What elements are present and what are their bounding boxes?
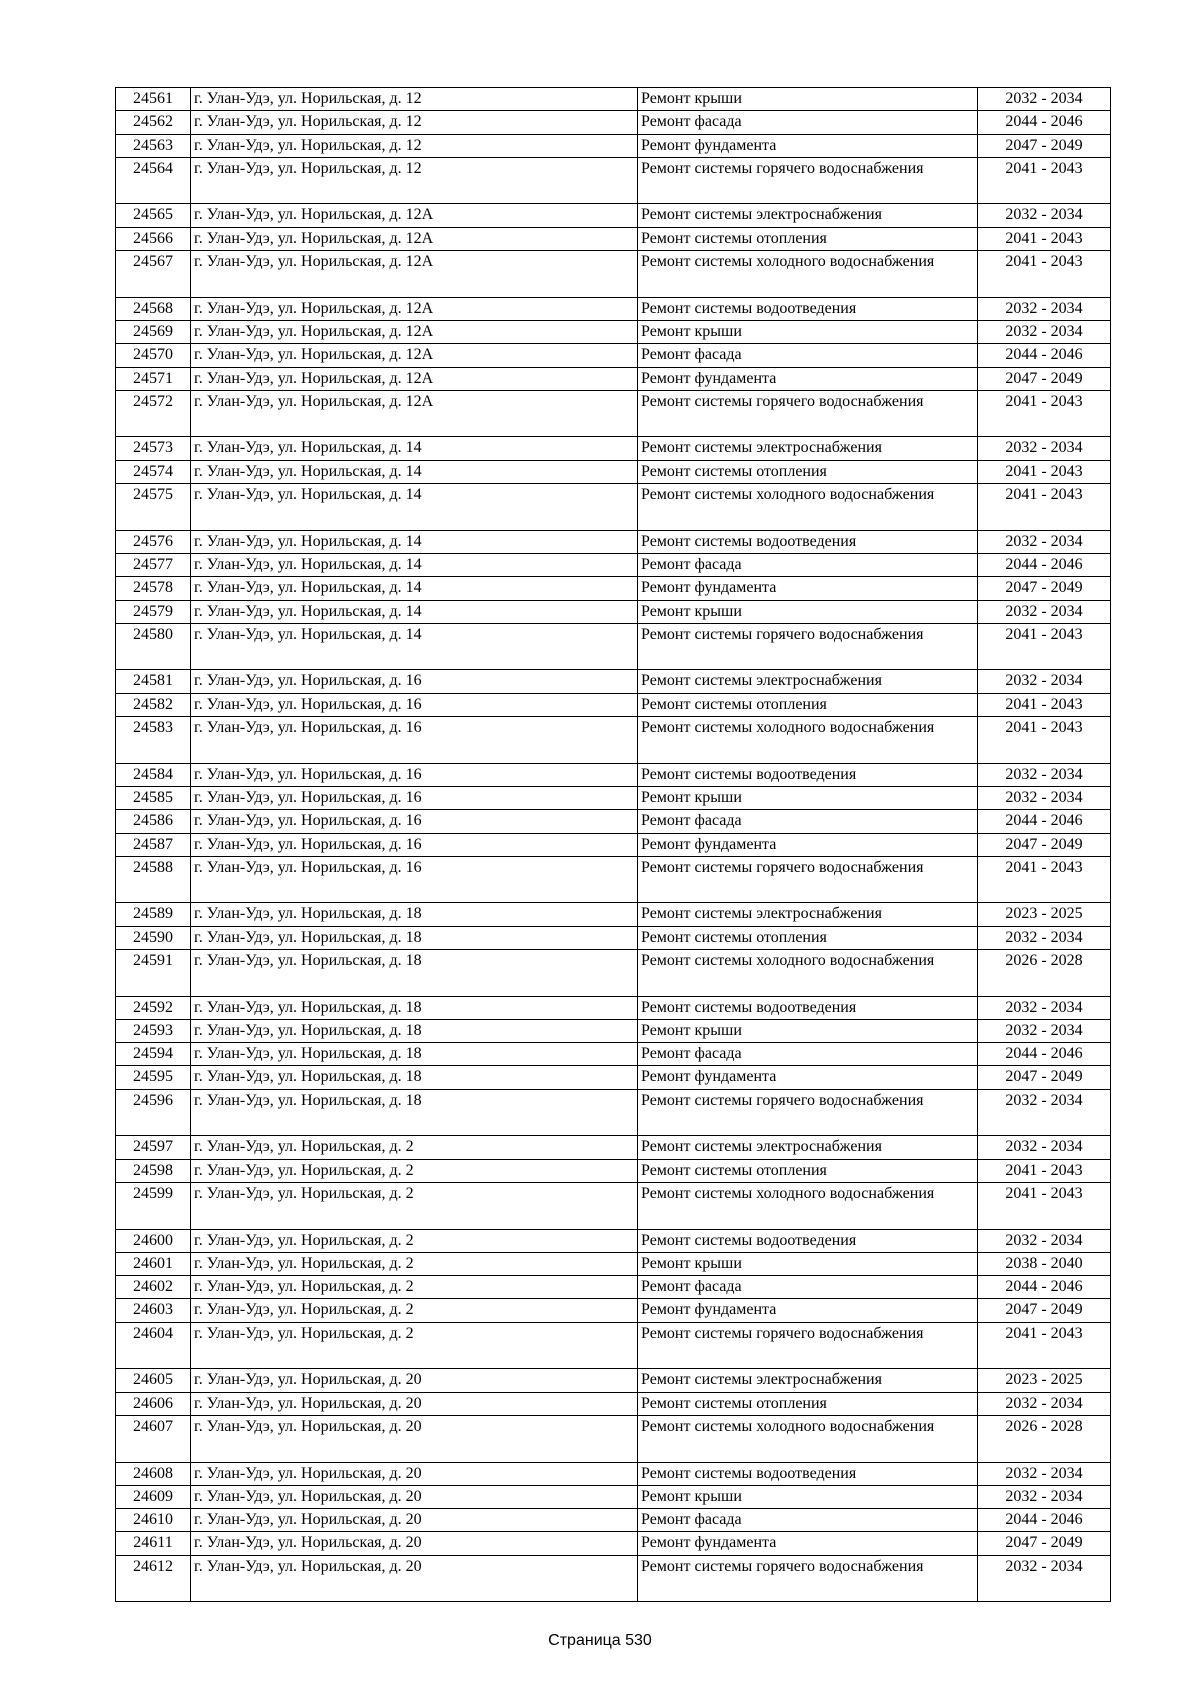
record-number: 24608	[116, 1462, 191, 1485]
period-cell: 2044 - 2046	[978, 553, 1111, 576]
table-row	[116, 856, 1111, 903]
period-cell: 2047 - 2049	[978, 577, 1111, 600]
record-number: 24571	[116, 367, 191, 390]
table-row	[116, 1089, 1111, 1136]
table-row	[116, 484, 1111, 531]
address-cell: г. Улан-Удэ, ул. Норильская, д. 2	[191, 1229, 638, 1252]
period-cell: 2041 - 2043	[978, 717, 1111, 764]
address-cell: г. Улан-Удэ, ул. Норильская, д. 12А	[191, 227, 638, 250]
page-number: Страница 530	[548, 1632, 652, 1649]
work-type-cell: Ремонт крыши	[638, 1252, 978, 1275]
period-cell: 2023 - 2025	[978, 903, 1111, 926]
table-row	[116, 717, 1111, 764]
table-row	[116, 1369, 1111, 1392]
table-row	[116, 1252, 1111, 1275]
table-row	[116, 1159, 1111, 1182]
record-number: 24603	[116, 1299, 191, 1322]
work-type-cell: Ремонт фундамента	[638, 833, 978, 856]
record-number: 24599	[116, 1182, 191, 1229]
address-cell: г. Улан-Удэ, ул. Норильская, д. 18	[191, 996, 638, 1019]
record-number: 24582	[116, 693, 191, 716]
work-type-cell: Ремонт крыши	[638, 1485, 978, 1508]
table-row	[116, 623, 1111, 670]
record-number: 24584	[116, 763, 191, 786]
work-type-cell: Ремонт системы горячего водоснабжения	[638, 390, 978, 437]
record-number: 24609	[116, 1485, 191, 1508]
address-cell: г. Улан-Удэ, ул. Норильская, д. 20	[191, 1369, 638, 1392]
record-number: 24576	[116, 530, 191, 553]
period-cell: 2032 - 2034	[978, 204, 1111, 227]
address-cell: г. Улан-Удэ, ул. Норильская, д. 12А	[191, 367, 638, 390]
table-row	[116, 903, 1111, 926]
period-cell: 2026 - 2028	[978, 949, 1111, 996]
table-body	[116, 88, 1111, 1602]
record-number: 24586	[116, 810, 191, 833]
table-row	[116, 693, 1111, 716]
period-cell: 2047 - 2049	[978, 833, 1111, 856]
record-number: 24594	[116, 1043, 191, 1066]
period-cell: 2032 - 2034	[978, 1136, 1111, 1159]
work-type-cell: Ремонт системы водоотведения	[638, 530, 978, 553]
record-number: 24604	[116, 1322, 191, 1369]
work-type-cell: Ремонт фасада	[638, 810, 978, 833]
address-cell: г. Улан-Удэ, ул. Норильская, д. 12А	[191, 344, 638, 367]
table-row	[116, 344, 1111, 367]
address-cell: г. Улан-Удэ, ул. Норильская, д. 16	[191, 763, 638, 786]
record-number: 24569	[116, 320, 191, 343]
period-cell: 2044 - 2046	[978, 1043, 1111, 1066]
table-row	[116, 320, 1111, 343]
work-type-cell: Ремонт системы горячего водоснабжения	[638, 1555, 978, 1602]
work-type-cell: Ремонт фасада	[638, 1509, 978, 1532]
table-row	[116, 157, 1111, 204]
period-cell: 2047 - 2049	[978, 1532, 1111, 1555]
work-type-cell: Ремонт системы электроснабжения	[638, 1369, 978, 1392]
address-cell: г. Улан-Удэ, ул. Норильская, д. 12	[191, 157, 638, 204]
address-cell: г. Улан-Удэ, ул. Норильская, д. 18	[191, 949, 638, 996]
record-number: 24596	[116, 1089, 191, 1136]
work-type-cell: Ремонт фасада	[638, 344, 978, 367]
table-row	[116, 367, 1111, 390]
table-row	[116, 1229, 1111, 1252]
address-cell: г. Улан-Удэ, ул. Норильская, д. 2	[191, 1182, 638, 1229]
address-cell: г. Улан-Удэ, ул. Норильская, д. 20	[191, 1532, 638, 1555]
period-cell: 2032 - 2034	[978, 996, 1111, 1019]
work-type-cell: Ремонт системы холодного водоснабжения	[638, 251, 978, 298]
period-cell: 2032 - 2034	[978, 530, 1111, 553]
table-row	[116, 390, 1111, 437]
table-row	[116, 949, 1111, 996]
address-cell: г. Улан-Удэ, ул. Норильская, д. 20	[191, 1555, 638, 1602]
table-row	[116, 1136, 1111, 1159]
table-row	[116, 553, 1111, 576]
record-number: 24600	[116, 1229, 191, 1252]
table-row	[116, 577, 1111, 600]
period-cell: 2032 - 2034	[978, 1462, 1111, 1485]
address-cell: г. Улан-Удэ, ул. Норильская, д. 20	[191, 1392, 638, 1415]
address-cell: г. Улан-Удэ, ул. Норильская, д. 14	[191, 484, 638, 531]
address-cell: г. Улан-Удэ, ул. Норильская, д. 18	[191, 1066, 638, 1089]
table-row	[116, 1532, 1111, 1555]
address-cell: г. Улан-Удэ, ул. Норильская, д. 12А	[191, 390, 638, 437]
record-number: 24580	[116, 623, 191, 670]
table-row	[116, 1322, 1111, 1369]
work-type-cell: Ремонт крыши	[638, 88, 978, 111]
period-cell: 2032 - 2034	[978, 437, 1111, 460]
table-row	[116, 1415, 1111, 1462]
period-cell: 2041 - 2043	[978, 623, 1111, 670]
work-type-cell: Ремонт фундамента	[638, 577, 978, 600]
period-cell: 2026 - 2028	[978, 1415, 1111, 1462]
period-cell: 2023 - 2025	[978, 1369, 1111, 1392]
address-cell: г. Улан-Удэ, ул. Норильская, д. 2	[191, 1299, 638, 1322]
table-row	[116, 1066, 1111, 1089]
period-cell: 2032 - 2034	[978, 1485, 1111, 1508]
work-type-cell: Ремонт фасада	[638, 111, 978, 134]
address-cell: г. Улан-Удэ, ул. Норильская, д. 14	[191, 437, 638, 460]
period-cell: 2032 - 2034	[978, 1392, 1111, 1415]
record-number: 24598	[116, 1159, 191, 1182]
table-row	[116, 670, 1111, 693]
table-row	[116, 530, 1111, 553]
table-row	[116, 1392, 1111, 1415]
record-number: 24602	[116, 1276, 191, 1299]
address-cell: г. Улан-Удэ, ул. Норильская, д. 12А	[191, 204, 638, 227]
period-cell: 2032 - 2034	[978, 600, 1111, 623]
period-cell: 2041 - 2043	[978, 251, 1111, 298]
work-type-cell: Ремонт системы электроснабжения	[638, 670, 978, 693]
table-row	[116, 204, 1111, 227]
address-cell: г. Улан-Удэ, ул. Норильская, д. 20	[191, 1509, 638, 1532]
address-cell: г. Улан-Удэ, ул. Норильская, д. 16	[191, 786, 638, 809]
work-type-cell: Ремонт системы водоотведения	[638, 996, 978, 1019]
period-cell: 2041 - 2043	[978, 1322, 1111, 1369]
work-type-cell: Ремонт системы электроснабжения	[638, 204, 978, 227]
table-row	[116, 460, 1111, 483]
period-cell: 2044 - 2046	[978, 1509, 1111, 1532]
work-type-cell: Ремонт системы отопления	[638, 926, 978, 949]
work-type-cell: Ремонт крыши	[638, 600, 978, 623]
work-type-cell: Ремонт системы водоотведения	[638, 297, 978, 320]
record-number: 24610	[116, 1509, 191, 1532]
record-number: 24565	[116, 204, 191, 227]
record-number: 24587	[116, 833, 191, 856]
address-cell: г. Улан-Удэ, ул. Норильская, д. 18	[191, 1043, 638, 1066]
record-number: 24589	[116, 903, 191, 926]
work-type-cell: Ремонт системы электроснабжения	[638, 1136, 978, 1159]
address-cell: г. Улан-Удэ, ул. Норильская, д. 2	[191, 1276, 638, 1299]
record-number: 24570	[116, 344, 191, 367]
period-cell: 2044 - 2046	[978, 1276, 1111, 1299]
record-number: 24595	[116, 1066, 191, 1089]
table-row	[116, 833, 1111, 856]
work-type-cell: Ремонт системы водоотведения	[638, 763, 978, 786]
record-number: 24575	[116, 484, 191, 531]
table-row	[116, 297, 1111, 320]
address-cell: г. Улан-Удэ, ул. Норильская, д. 18	[191, 926, 638, 949]
work-type-cell: Ремонт фундамента	[638, 367, 978, 390]
table-row	[116, 786, 1111, 809]
period-cell: 2041 - 2043	[978, 227, 1111, 250]
work-type-cell: Ремонт системы отопления	[638, 227, 978, 250]
work-type-cell: Ремонт системы холодного водоснабжения	[638, 1182, 978, 1229]
address-cell: г. Улан-Удэ, ул. Норильская, д. 14	[191, 460, 638, 483]
record-number: 24568	[116, 297, 191, 320]
table-row	[116, 1462, 1111, 1485]
table-row	[116, 251, 1111, 298]
record-number: 24607	[116, 1415, 191, 1462]
address-cell: г. Улан-Удэ, ул. Норильская, д. 20	[191, 1485, 638, 1508]
record-number: 24572	[116, 390, 191, 437]
period-cell: 2032 - 2034	[978, 786, 1111, 809]
period-cell: 2032 - 2034	[978, 1555, 1111, 1602]
record-number: 24574	[116, 460, 191, 483]
address-cell: г. Улан-Удэ, ул. Норильская, д. 14	[191, 623, 638, 670]
address-cell: г. Улан-Удэ, ул. Норильская, д. 14	[191, 577, 638, 600]
work-type-cell: Ремонт системы водоотведения	[638, 1462, 978, 1485]
address-cell: г. Улан-Удэ, ул. Норильская, д. 12А	[191, 297, 638, 320]
record-number: 24561	[116, 88, 191, 111]
record-number: 24606	[116, 1392, 191, 1415]
record-number: 24612	[116, 1555, 191, 1602]
record-number: 24593	[116, 1019, 191, 1042]
work-type-cell: Ремонт фундамента	[638, 1066, 978, 1089]
period-cell: 2047 - 2049	[978, 134, 1111, 157]
record-number: 24573	[116, 437, 191, 460]
record-number: 24588	[116, 856, 191, 903]
period-cell: 2032 - 2034	[978, 763, 1111, 786]
work-type-cell: Ремонт крыши	[638, 320, 978, 343]
work-type-cell: Ремонт крыши	[638, 786, 978, 809]
record-number: 24597	[116, 1136, 191, 1159]
address-cell: г. Улан-Удэ, ул. Норильская, д. 14	[191, 553, 638, 576]
record-number: 24581	[116, 670, 191, 693]
address-cell: г. Улан-Удэ, ул. Норильская, д. 12А	[191, 320, 638, 343]
period-cell: 2041 - 2043	[978, 157, 1111, 204]
address-cell: г. Улан-Удэ, ул. Норильская, д. 2	[191, 1136, 638, 1159]
period-cell: 2038 - 2040	[978, 1252, 1111, 1275]
table-row	[116, 600, 1111, 623]
address-cell: г. Улан-Удэ, ул. Норильская, д. 12А	[191, 251, 638, 298]
work-type-cell: Ремонт системы отопления	[638, 1159, 978, 1182]
record-number: 24583	[116, 717, 191, 764]
address-cell: г. Улан-Удэ, ул. Норильская, д. 14	[191, 530, 638, 553]
record-number: 24579	[116, 600, 191, 623]
record-number: 24564	[116, 157, 191, 204]
record-number: 24562	[116, 111, 191, 134]
record-number: 24601	[116, 1252, 191, 1275]
address-cell: г. Улан-Удэ, ул. Норильская, д. 16	[191, 856, 638, 903]
repair-schedule-table	[115, 87, 1111, 1602]
table-row	[116, 810, 1111, 833]
work-type-cell: Ремонт системы горячего водоснабжения	[638, 623, 978, 670]
period-cell: 2044 - 2046	[978, 344, 1111, 367]
address-cell: г. Улан-Удэ, ул. Норильская, д. 12	[191, 88, 638, 111]
address-cell: г. Улан-Удэ, ул. Норильская, д. 18	[191, 1019, 638, 1042]
table-row	[116, 1509, 1111, 1532]
address-cell: г. Улан-Удэ, ул. Норильская, д. 20	[191, 1415, 638, 1462]
table-row	[116, 134, 1111, 157]
record-number: 24605	[116, 1369, 191, 1392]
address-cell: г. Улан-Удэ, ул. Норильская, д. 2	[191, 1159, 638, 1182]
table-row	[116, 111, 1111, 134]
period-cell: 2032 - 2034	[978, 1019, 1111, 1042]
address-cell: г. Улан-Удэ, ул. Норильская, д. 2	[191, 1252, 638, 1275]
work-type-cell: Ремонт системы водоотведения	[638, 1229, 978, 1252]
record-number: 24590	[116, 926, 191, 949]
table-row	[116, 1485, 1111, 1508]
period-cell: 2041 - 2043	[978, 390, 1111, 437]
table-row	[116, 1043, 1111, 1066]
period-cell: 2047 - 2049	[978, 1066, 1111, 1089]
period-cell: 2047 - 2049	[978, 1299, 1111, 1322]
address-cell: г. Улан-Удэ, ул. Норильская, д. 2	[191, 1322, 638, 1369]
table-row	[116, 1555, 1111, 1602]
record-number: 24577	[116, 553, 191, 576]
table-row	[116, 227, 1111, 250]
address-cell: г. Улан-Удэ, ул. Норильская, д. 16	[191, 693, 638, 716]
work-type-cell: Ремонт системы электроснабжения	[638, 903, 978, 926]
work-type-cell: Ремонт системы отопления	[638, 460, 978, 483]
address-cell: г. Улан-Удэ, ул. Норильская, д. 16	[191, 810, 638, 833]
period-cell: 2041 - 2043	[978, 856, 1111, 903]
period-cell: 2032 - 2034	[978, 670, 1111, 693]
work-type-cell: Ремонт фундамента	[638, 1299, 978, 1322]
address-cell: г. Улан-Удэ, ул. Норильская, д. 18	[191, 1089, 638, 1136]
period-cell: 2041 - 2043	[978, 1159, 1111, 1182]
work-type-cell: Ремонт системы горячего водоснабжения	[638, 856, 978, 903]
address-cell: г. Улан-Удэ, ул. Норильская, д. 16	[191, 670, 638, 693]
period-cell: 2032 - 2034	[978, 88, 1111, 111]
address-cell: г. Улан-Удэ, ул. Норильская, д. 12	[191, 134, 638, 157]
table-row	[116, 996, 1111, 1019]
period-cell: 2044 - 2046	[978, 810, 1111, 833]
period-cell: 2032 - 2034	[978, 1229, 1111, 1252]
work-type-cell: Ремонт системы холодного водоснабжения	[638, 484, 978, 531]
table-row	[116, 1019, 1111, 1042]
table-row	[116, 1182, 1111, 1229]
table-row	[116, 88, 1111, 111]
work-type-cell: Ремонт системы отопления	[638, 1392, 978, 1415]
period-cell: 2032 - 2034	[978, 926, 1111, 949]
work-type-cell: Ремонт системы холодного водоснабжения	[638, 1415, 978, 1462]
work-type-cell: Ремонт фасада	[638, 1043, 978, 1066]
table-row	[116, 926, 1111, 949]
work-type-cell: Ремонт системы холодного водоснабжения	[638, 949, 978, 996]
record-number: 24592	[116, 996, 191, 1019]
work-type-cell: Ремонт системы холодного водоснабжения	[638, 717, 978, 764]
work-type-cell: Ремонт системы отопления	[638, 693, 978, 716]
period-cell: 2032 - 2034	[978, 320, 1111, 343]
period-cell: 2041 - 2043	[978, 484, 1111, 531]
work-type-cell: Ремонт фундамента	[638, 1532, 978, 1555]
period-cell: 2044 - 2046	[978, 111, 1111, 134]
period-cell: 2047 - 2049	[978, 367, 1111, 390]
address-cell: г. Улан-Удэ, ул. Норильская, д. 20	[191, 1462, 638, 1485]
address-cell: г. Улан-Удэ, ул. Норильская, д. 16	[191, 717, 638, 764]
work-type-cell: Ремонт крыши	[638, 1019, 978, 1042]
work-type-cell: Ремонт фундамента	[638, 134, 978, 157]
address-cell: г. Улан-Удэ, ул. Норильская, д. 12	[191, 111, 638, 134]
work-type-cell: Ремонт системы электроснабжения	[638, 437, 978, 460]
work-type-cell: Ремонт системы горячего водоснабжения	[638, 1089, 978, 1136]
address-cell: г. Улан-Удэ, ул. Норильская, д. 16	[191, 833, 638, 856]
record-number: 24578	[116, 577, 191, 600]
address-cell: г. Улан-Удэ, ул. Норильская, д. 18	[191, 903, 638, 926]
record-number: 24567	[116, 251, 191, 298]
record-number: 24591	[116, 949, 191, 996]
record-number: 24611	[116, 1532, 191, 1555]
table-row	[116, 437, 1111, 460]
work-type-cell: Ремонт фасада	[638, 553, 978, 576]
period-cell: 2032 - 2034	[978, 1089, 1111, 1136]
period-cell: 2041 - 2043	[978, 460, 1111, 483]
record-number: 24563	[116, 134, 191, 157]
record-number: 24566	[116, 227, 191, 250]
period-cell: 2032 - 2034	[978, 297, 1111, 320]
period-cell: 2041 - 2043	[978, 693, 1111, 716]
work-type-cell: Ремонт фасада	[638, 1276, 978, 1299]
work-type-cell: Ремонт системы горячего водоснабжения	[638, 1322, 978, 1369]
period-cell: 2041 - 2043	[978, 1182, 1111, 1229]
table-row	[116, 1276, 1111, 1299]
work-type-cell: Ремонт системы горячего водоснабжения	[638, 157, 978, 204]
table-row	[116, 763, 1111, 786]
record-number: 24585	[116, 786, 191, 809]
table-row	[116, 1299, 1111, 1322]
address-cell: г. Улан-Удэ, ул. Норильская, д. 14	[191, 600, 638, 623]
